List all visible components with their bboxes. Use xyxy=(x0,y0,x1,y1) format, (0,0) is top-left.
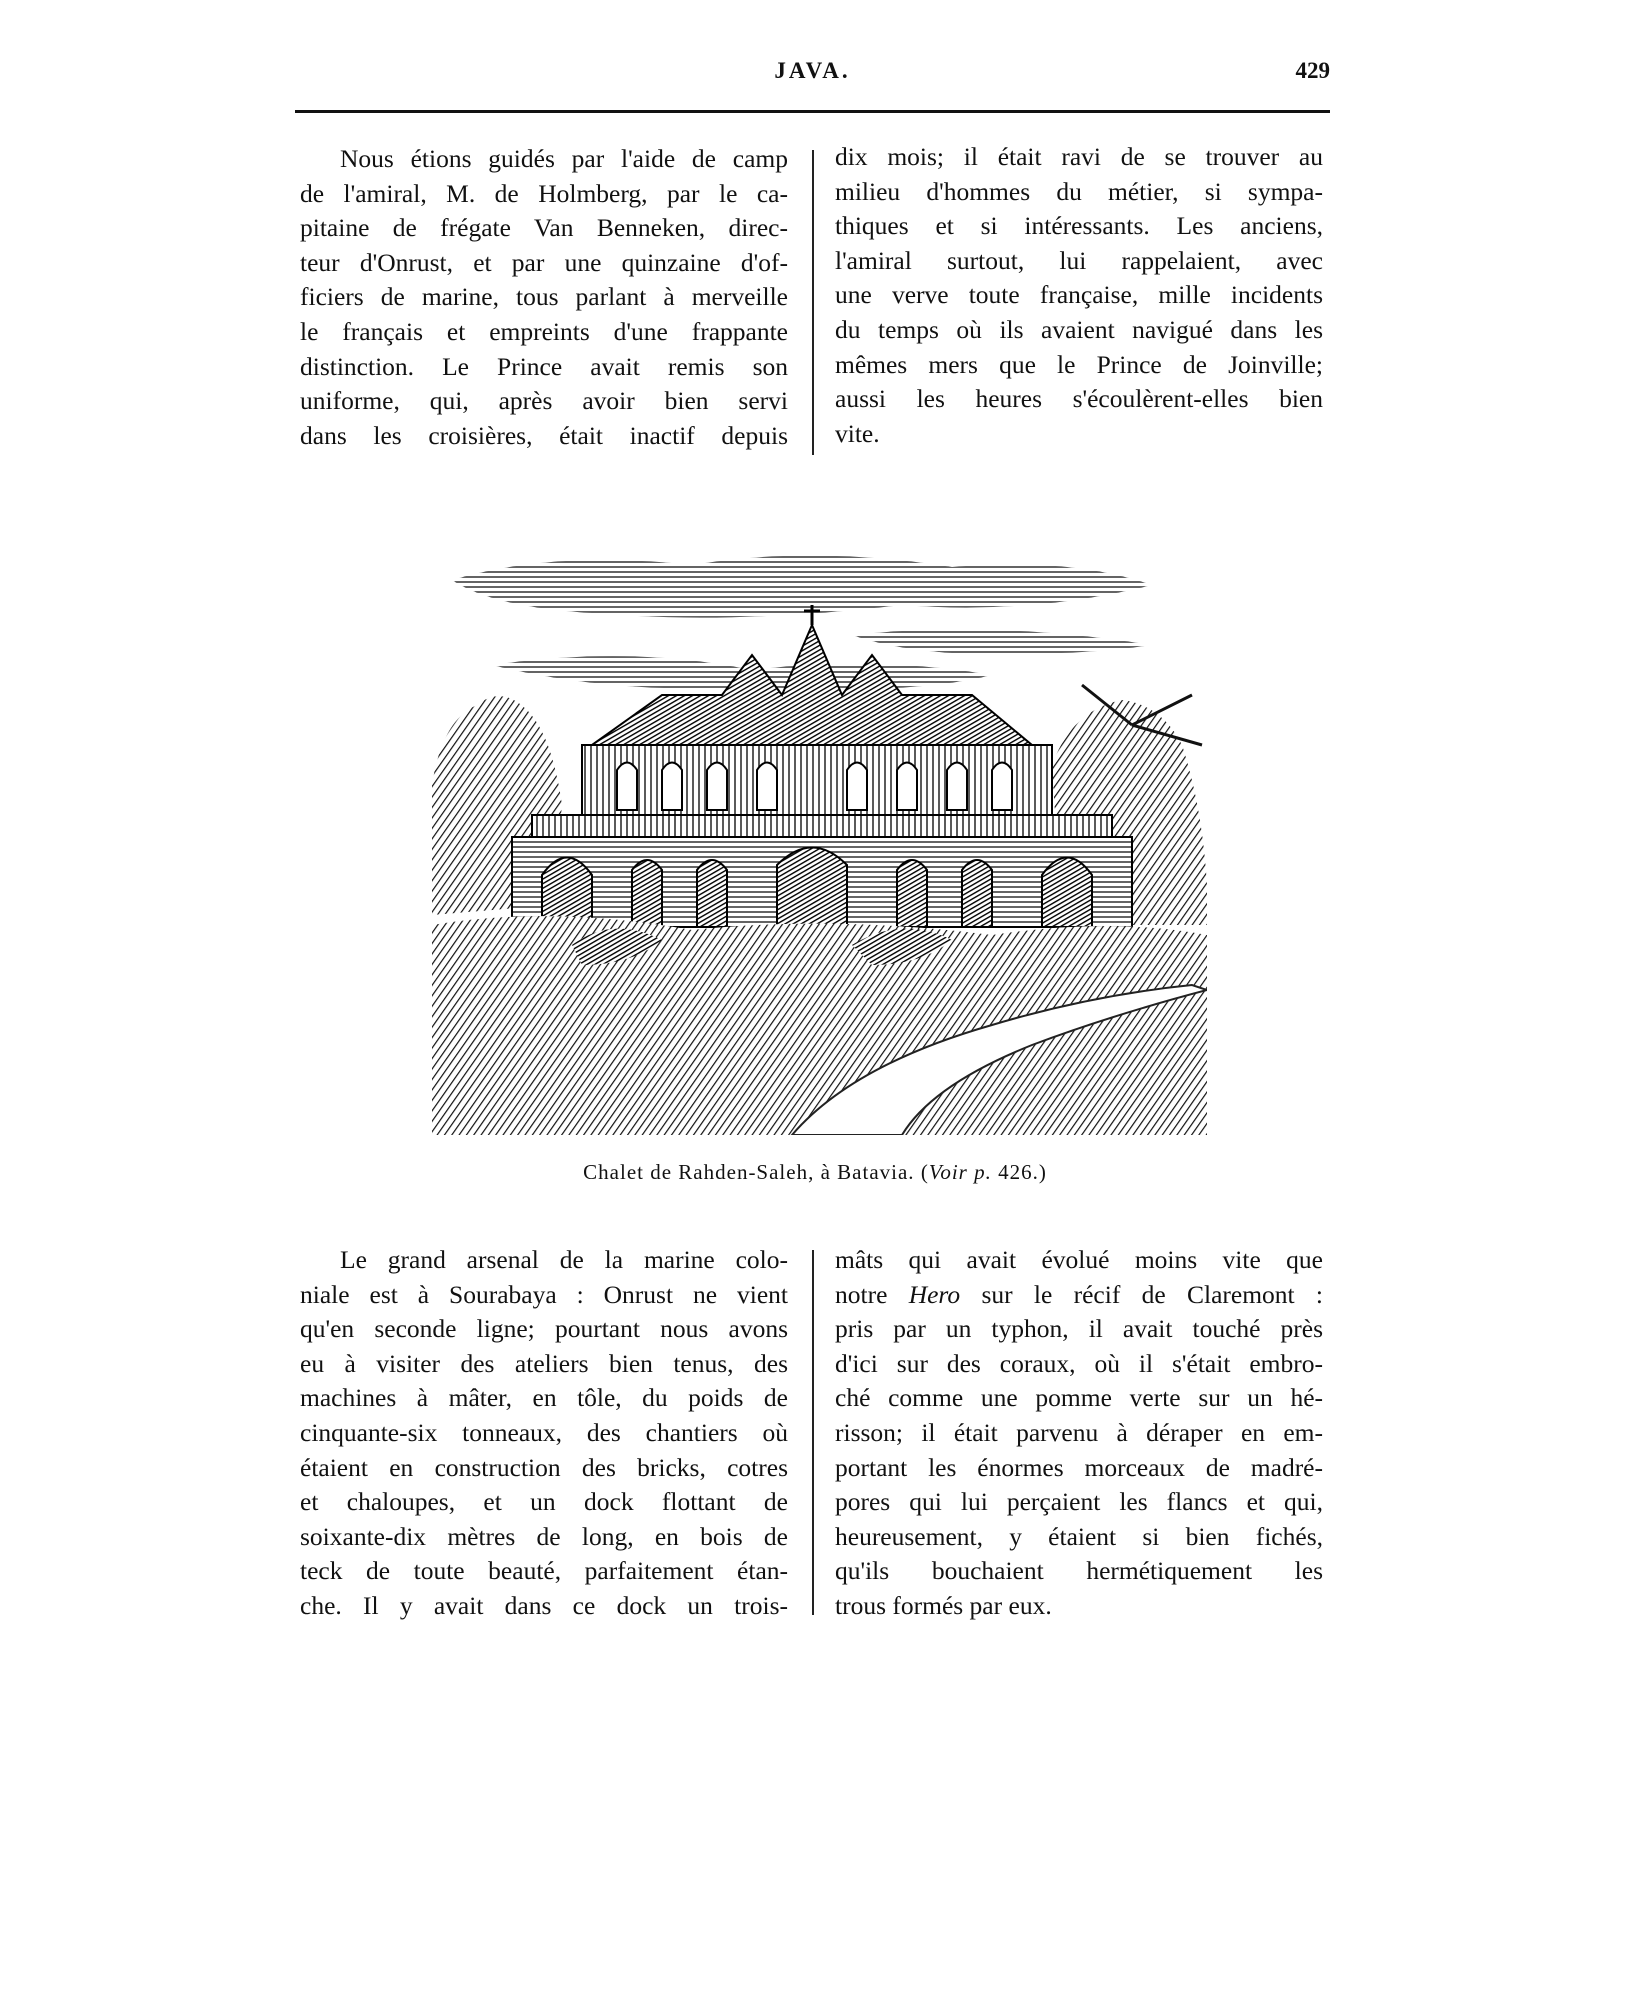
text-line: aussi les heures s'écoulèrent-elles bien xyxy=(835,384,1323,414)
text-line: heureusement, y étaient si bien fichés, xyxy=(835,1521,1323,1551)
text-line: d'ici sur des coraux, où il s'était embro- xyxy=(835,1348,1323,1378)
text-line: mêmes mers que le Prince de Joinville; xyxy=(835,349,1323,379)
chalet-upper-floor xyxy=(582,745,1052,815)
text-line: et chaloupes, et un dock flottant de xyxy=(300,1487,788,1517)
text-line: de l'amiral, M. de Holmberg, par le ca- xyxy=(300,178,788,208)
page-header xyxy=(295,58,1330,108)
text-line: teck de toute beauté, parfaitement étan- xyxy=(300,1556,788,1586)
chalet-engraving xyxy=(432,545,1207,1135)
ship-name: Hero xyxy=(908,1279,961,1309)
text-line: soixante-dix mètres de long, en bois de xyxy=(300,1521,788,1551)
text-line: le français et empreints d'une frappante xyxy=(300,316,788,346)
page-number: 429 xyxy=(1295,58,1330,83)
figure-caption xyxy=(300,1160,1330,1185)
text-line: distinction. Le Prince avait remis son xyxy=(300,351,788,381)
text-fragment: notre xyxy=(835,1279,888,1309)
text-line: milieu d'hommes du métier, si sympa- xyxy=(835,176,1323,206)
text-line: ficiers de marine, tous parlant à merveille xyxy=(300,282,788,312)
column-divider xyxy=(812,1250,814,1615)
caption-main: Chalet de Rahden-Saleh, à Batavia. xyxy=(583,1160,915,1184)
text-line: pitaine de frégate Van Benneken, direc- xyxy=(300,213,788,243)
bottom-right-column xyxy=(835,1243,1323,1624)
text-line: Nous étions guidés par l'aide de camp xyxy=(340,144,788,173)
text-line: dix mois; il était ravi de se trouver au xyxy=(835,142,1323,171)
text-line: cinquante-six tonneaux, des chantiers où xyxy=(300,1417,788,1447)
caption-ref-italic: Voir p. xyxy=(928,1160,992,1184)
text-line: che. Il y avait dans ce dock un trois- xyxy=(300,1590,788,1620)
top-right-column xyxy=(835,140,1323,451)
text-line: une verve toute française, mille incidents xyxy=(835,280,1323,310)
header-rule xyxy=(295,110,1330,113)
text-line: étaient en construction des bricks, cotres xyxy=(300,1452,788,1482)
chalet-ground-floor xyxy=(512,837,1132,927)
text-line: machines à mâter, en tôle, du poids de xyxy=(300,1383,788,1413)
garden-ground xyxy=(432,916,1207,1135)
text-fragment: sur le récif de Claremont : xyxy=(981,1279,1323,1309)
text-line: eu à visiter des ateliers bien tenus, des xyxy=(300,1348,788,1378)
text-line: uniforme, qui, après avoir bien servi xyxy=(300,386,788,416)
text-line: thiques et si intéressants. Les anciens, xyxy=(835,211,1323,241)
bottom-left-column xyxy=(300,1243,788,1624)
text-line: trous formés par eux. xyxy=(835,1590,1052,1620)
text-line: risson; il était parvenu à déraper en em- xyxy=(835,1417,1323,1447)
text-line: l'amiral surtout, lui rappelaient, avec xyxy=(835,245,1323,275)
text-line: qu'ils bouchaient hermétiquement les xyxy=(835,1556,1323,1586)
running-title: JAVA. xyxy=(774,58,851,83)
text-line: teur d'Onrust, et par une quinzaine d'of- xyxy=(300,247,788,277)
text-line: dans les croisières, était inactif depuis xyxy=(300,420,788,450)
text-line: niale est à Sourabaya : Onrust ne vient xyxy=(300,1279,788,1309)
balcony xyxy=(532,815,1112,837)
text-line: ché comme une pomme verte sur un hé- xyxy=(835,1383,1323,1413)
text-line: vite. xyxy=(835,418,880,448)
text-line: du temps où ils avaient navigué dans les xyxy=(835,314,1323,344)
text-line: portant les énormes morceaux de madré- xyxy=(835,1452,1323,1482)
text-line: mâts qui avait évolué moins vite que xyxy=(835,1245,1323,1274)
top-left-column xyxy=(300,142,788,453)
text-line-with-italic xyxy=(835,1278,1323,1313)
text-line: pris par un typhon, il avait touché près xyxy=(835,1314,1323,1344)
text-line: Le grand arsenal de la marine colo- xyxy=(340,1245,788,1274)
text-line: qu'en seconde ligne; pourtant nous avons xyxy=(300,1314,788,1344)
column-divider xyxy=(812,150,814,455)
caption-ref-open: ( xyxy=(920,1160,929,1184)
caption-ref-rest: 426.) xyxy=(998,1160,1047,1184)
text-line: pores qui lui perçaient les flancs et qui, xyxy=(835,1487,1323,1517)
